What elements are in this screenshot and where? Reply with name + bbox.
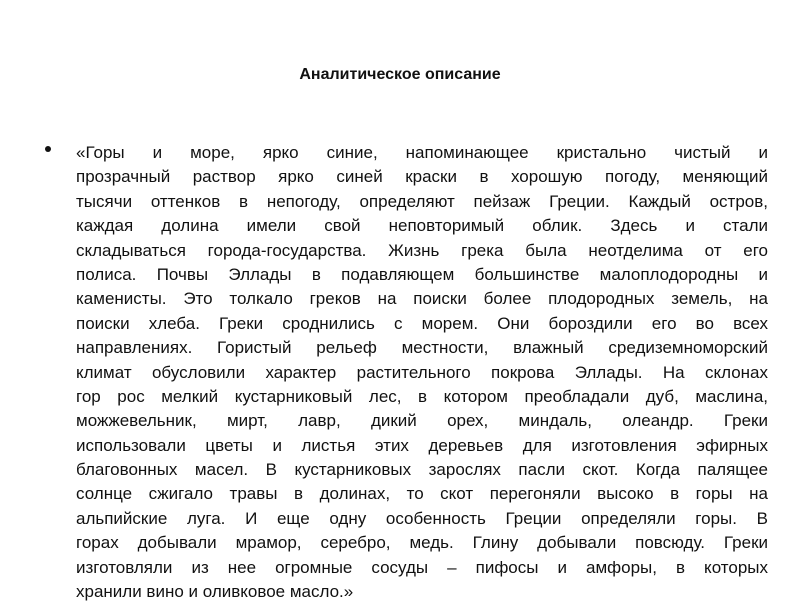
paragraph-line: каждая долина имели свой неповторимый облик. Здесь и стали: [76, 216, 768, 236]
paragraph-line: можжевельник, мирт, лавр, дикий орех, миндаль, олеандр. Греки: [76, 411, 768, 431]
paragraph-line: изготовляли из нее огромные сосуды – пифосы и амфоры, в которых: [76, 557, 768, 577]
paragraph-line: климат обусловили характер растительного покрова Эллады. На склонах: [76, 362, 768, 382]
paragraph-line: использовали цветы и листья этих деревьев для изготовления эфирных: [76, 435, 768, 455]
bullet-icon: [45, 146, 51, 152]
bullet-paragraph: [76, 141, 768, 604]
paragraph-line: поиски хлеба. Греки сроднились с морем. Они бороздили его во всех: [76, 313, 768, 333]
paragraph-line: горах добывали мрамор, серебро, медь. Глину добывали повсюду. Греки: [76, 533, 768, 553]
paragraph-line: направлениях. Гористый рельеф местности, влажный средиземноморский: [76, 338, 768, 358]
paragraph-line: гор рос мелкий кустарниковый лес, в котором преобладали дуб, маслина,: [76, 386, 768, 406]
slide-title: Аналитическое описание: [299, 66, 501, 83]
paragraph-line: прозрачный раствор ярко синей краски в хорошую погоду, меняющий: [76, 167, 768, 187]
paragraph-line: альпийские луга. И еще одну особенность Греции определяли горы. В: [76, 508, 768, 528]
paragraph-line: тысячи оттенков в непогоду, определяют пейзаж Греции. Каждый остров,: [76, 191, 768, 211]
paragraph-line: каменисты. Это толкало греков на поиски более плодородных земель, на: [76, 289, 768, 309]
paragraph-line: складываться города-государства. Жизнь грека была неотделима от его: [76, 240, 768, 260]
paragraph-line: благовонных масел. В кустарниковых зарослях пасли скот. Когда палящее: [76, 460, 768, 480]
paragraph-line: полиса. Почвы Эллады в подавляющем большинстве малоплодородны и: [76, 264, 768, 284]
paragraph-line: хранили вино и оливковое масло.»: [76, 582, 354, 602]
paragraph-line: «Горы и море, ярко синие, напоминающее кристально чистый и: [76, 143, 768, 162]
paragraph-line: солнце сжигало травы в долинах, то скот перегоняли высоко в горы на: [76, 484, 768, 504]
